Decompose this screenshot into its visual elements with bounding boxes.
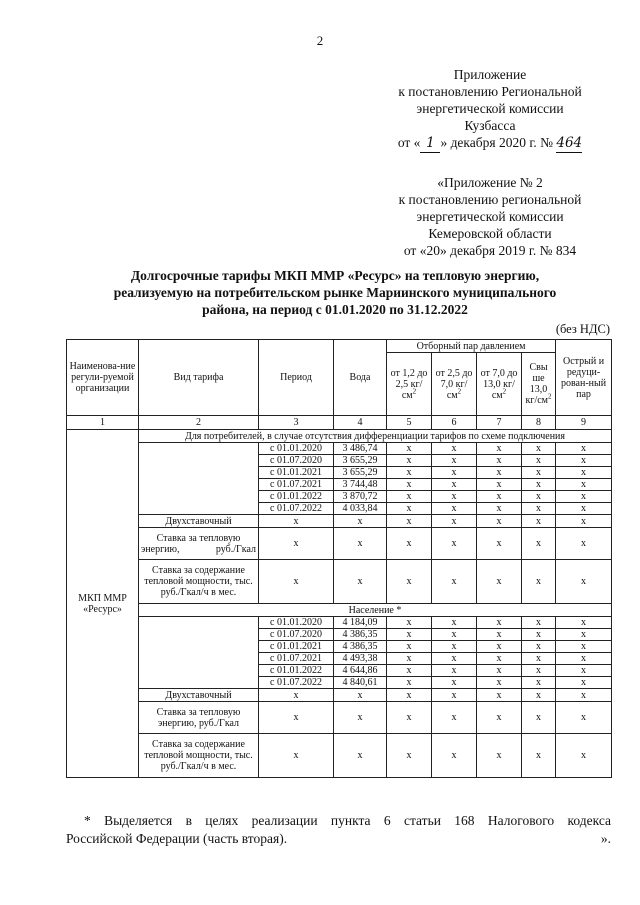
- cell-water: 3 486,74: [334, 443, 387, 455]
- cell-water: 3 744,48: [334, 479, 387, 491]
- table-body: [67, 430, 612, 778]
- cell-x: x: [522, 665, 556, 677]
- cell-x: x: [556, 702, 612, 734]
- document-title: [55, 267, 615, 318]
- cell-period: с 01.01.2021: [259, 467, 334, 479]
- cell-x: x: [522, 528, 556, 560]
- cell-x: x: [522, 467, 556, 479]
- footnote: [66, 812, 611, 848]
- cell-x: x: [522, 653, 556, 665]
- col-number: 6: [432, 416, 477, 430]
- header-org: Наименова-ние регули-руемой организации: [67, 340, 139, 416]
- empty-cell: [139, 617, 259, 689]
- cell-x: x: [432, 702, 477, 734]
- cell-x: x: [522, 503, 556, 515]
- header-sharp-steam: Острый и редуци-рован-ный пар: [556, 340, 612, 416]
- date-mid: » декабря 2020 г. №: [440, 135, 553, 150]
- cell-x: x: [556, 479, 612, 491]
- title-line: реализуемую на потребительском рынке Мариинского муниципального: [113, 285, 557, 300]
- cell-x: x: [477, 528, 522, 560]
- cell-x: x: [432, 515, 477, 528]
- cell-x: x: [432, 653, 477, 665]
- cell-x: x: [387, 734, 432, 778]
- cell-x: x: [556, 641, 612, 653]
- cell-water: 4 184,09: [334, 617, 387, 629]
- title-line: района, на период с 01.01.2020 по 31.12.2022: [202, 302, 468, 317]
- cell-x: x: [387, 467, 432, 479]
- header-tariff-type: Вид тарифа: [139, 340, 259, 416]
- cell-x: x: [477, 443, 522, 455]
- cell-x: x: [334, 515, 387, 528]
- rate-capacity-label: Ставка за содержание тепловой мощности, тыс. руб./Гкал/ч в мес.: [139, 560, 259, 604]
- cell-x: x: [556, 617, 612, 629]
- empty-cell: [139, 443, 259, 515]
- cell-x: x: [556, 467, 612, 479]
- cell-x: x: [522, 479, 556, 491]
- appendix-line: Приложение: [453, 67, 527, 82]
- cell-water: 4 840,61: [334, 677, 387, 689]
- col-number: 2: [139, 416, 259, 430]
- cell-water: 4 493,38: [334, 653, 387, 665]
- cell-x: x: [522, 560, 556, 604]
- cell-x: x: [432, 491, 477, 503]
- cell-x: x: [334, 734, 387, 778]
- appendix2-line: энергетической комиссии: [416, 209, 564, 224]
- cell-water: 4 644,86: [334, 665, 387, 677]
- cell-x: x: [387, 455, 432, 467]
- appendix-header: [380, 66, 600, 153]
- section-label: Для потребителей, в случае отсутствия дифференциации тарифов по схеме подключения: [139, 430, 612, 443]
- cell-x: x: [477, 629, 522, 641]
- cell-x: x: [259, 560, 334, 604]
- header-p2: от 2,5 до 7,0 $кг/см^2$: [432, 353, 477, 416]
- appendix-date-line: [380, 134, 600, 153]
- cell-x: x: [432, 528, 477, 560]
- cell-x: x: [432, 665, 477, 677]
- cell-period: с 01.07.2020: [259, 455, 334, 467]
- cell-period: с 01.07.2022: [259, 677, 334, 689]
- two-part-label: Двухставочный: [139, 689, 259, 702]
- cell-x: x: [432, 455, 477, 467]
- cell-x: x: [477, 479, 522, 491]
- cell-period: с 01.01.2020: [259, 443, 334, 455]
- cell-x: x: [387, 560, 432, 604]
- cell-x: x: [556, 503, 612, 515]
- appendix2-header: [380, 174, 600, 259]
- cell-period: с 01.07.2021: [259, 653, 334, 665]
- appendix-line: Кузбасса: [464, 118, 516, 133]
- cell-x: x: [387, 629, 432, 641]
- header-steam-group: Отборный пар давлением: [387, 340, 556, 353]
- cell-x: x: [259, 515, 334, 528]
- cell-x: x: [556, 455, 612, 467]
- cell-x: x: [522, 702, 556, 734]
- title-line: Долгосрочные тарифы МКП ММР «Ресурс» на тепловую энергию,: [130, 268, 540, 283]
- cell-x: x: [432, 689, 477, 702]
- cell-period: с 01.07.2021: [259, 479, 334, 491]
- cell-water: 3 870,72: [334, 491, 387, 503]
- header-p3: от 7,0 до 13,0 $кг/см^2$: [477, 353, 522, 416]
- appendix2-line: Кемеровской области: [428, 226, 552, 241]
- section-label: Население *: [139, 604, 612, 617]
- cell-x: x: [387, 689, 432, 702]
- cell-x: x: [259, 689, 334, 702]
- cell-x: x: [522, 617, 556, 629]
- cell-x: x: [522, 641, 556, 653]
- tariff-table: [66, 339, 612, 778]
- cell-period: с 01.01.2022: [259, 491, 334, 503]
- handwritten-day: 1: [420, 135, 440, 153]
- cell-x: x: [477, 491, 522, 503]
- cell-x: x: [556, 689, 612, 702]
- cell-x: x: [334, 689, 387, 702]
- cell-x: x: [387, 665, 432, 677]
- cell-x: x: [259, 734, 334, 778]
- cell-x: x: [387, 479, 432, 491]
- cell-x: x: [477, 617, 522, 629]
- cell-water: 4 033,84: [334, 503, 387, 515]
- appendix2-line: «Приложение № 2: [437, 175, 543, 190]
- cell-x: x: [432, 443, 477, 455]
- cell-x: x: [432, 734, 477, 778]
- cell-x: x: [432, 677, 477, 689]
- appendix-line: к постановлению Региональной: [398, 84, 582, 99]
- cell-x: x: [522, 734, 556, 778]
- cell-x: x: [556, 515, 612, 528]
- appendix2-line: от «20» декабря 2019 г. № 834: [403, 243, 577, 258]
- cell-x: x: [334, 560, 387, 604]
- cell-x: x: [556, 560, 612, 604]
- footnote-line1: * Выделяется в целях реализации пункта 6 статьи 168 Налогового кодекса: [84, 813, 611, 828]
- cell-period: с 01.07.2022: [259, 503, 334, 515]
- rate-energy-label: Ставка за тепловую энергию, руб./Гкал: [139, 702, 259, 734]
- cell-x: x: [556, 629, 612, 641]
- header-water: Вода: [334, 340, 387, 416]
- col-number: 4: [334, 416, 387, 430]
- cell-x: x: [477, 455, 522, 467]
- cell-x: x: [477, 560, 522, 604]
- cell-x: x: [556, 665, 612, 677]
- cell-x: x: [477, 503, 522, 515]
- cell-x: x: [259, 528, 334, 560]
- cell-period: с 01.01.2020: [259, 617, 334, 629]
- header-period: Период: [259, 340, 334, 416]
- cell-x: x: [522, 689, 556, 702]
- cell-x: x: [432, 617, 477, 629]
- header-p1: от 1,2 до 2,5 $кг/см^2$: [387, 353, 432, 416]
- cell-x: x: [477, 665, 522, 677]
- cell-x: x: [432, 467, 477, 479]
- cell-period: с 01.01.2022: [259, 665, 334, 677]
- cell-water: 3 655,29: [334, 467, 387, 479]
- cell-x: x: [522, 515, 556, 528]
- cell-x: x: [334, 702, 387, 734]
- cell-x: x: [387, 503, 432, 515]
- cell-x: x: [522, 491, 556, 503]
- cell-x: x: [477, 677, 522, 689]
- cell-x: x: [387, 641, 432, 653]
- cell-x: x: [432, 479, 477, 491]
- footnote-line2-wrap: [66, 830, 611, 848]
- cell-x: x: [259, 702, 334, 734]
- cell-x: x: [432, 629, 477, 641]
- cell-x: x: [387, 515, 432, 528]
- cell-x: x: [477, 689, 522, 702]
- cell-x: x: [387, 443, 432, 455]
- page-number: 2: [316, 33, 324, 48]
- cell-x: x: [387, 702, 432, 734]
- appendix2-line: к постановлению региональной: [398, 192, 582, 207]
- cell-x: x: [387, 617, 432, 629]
- footnote-line2: Российской Федерации (часть вторая).: [66, 831, 288, 846]
- rate-energy-label: Ставка за тепловую энергию, руб./Гкал: [139, 528, 259, 560]
- cell-water: 4 386,35: [334, 629, 387, 641]
- cell-x: x: [556, 491, 612, 503]
- cell-x: x: [477, 641, 522, 653]
- cell-x: x: [432, 641, 477, 653]
- cell-x: x: [432, 560, 477, 604]
- col-number: 3: [259, 416, 334, 430]
- cell-x: x: [556, 653, 612, 665]
- cell-period: с 01.01.2021: [259, 641, 334, 653]
- no-vat-note: (без НДС): [555, 322, 610, 336]
- cell-x: x: [556, 734, 612, 778]
- cell-x: x: [522, 677, 556, 689]
- cell-x: x: [387, 677, 432, 689]
- cell-x: x: [387, 528, 432, 560]
- cell-x: x: [556, 528, 612, 560]
- cell-x: x: [334, 528, 387, 560]
- col-number: 8: [522, 416, 556, 430]
- cell-period: с 01.07.2020: [259, 629, 334, 641]
- appendix-line: энергетической комиссии: [416, 101, 564, 116]
- cell-x: x: [387, 653, 432, 665]
- handwritten-number: 464: [556, 135, 583, 151]
- cell-x: x: [522, 443, 556, 455]
- cell-x: x: [556, 443, 612, 455]
- footnote-close: ».: [600, 831, 611, 846]
- cell-x: x: [477, 467, 522, 479]
- cell-water: 3 655,29: [334, 455, 387, 467]
- col-number: 7: [477, 416, 522, 430]
- col-number: 9: [556, 416, 612, 430]
- cell-x: x: [477, 515, 522, 528]
- cell-x: x: [477, 702, 522, 734]
- cell-x: x: [556, 677, 612, 689]
- cell-x: x: [477, 734, 522, 778]
- two-part-label: Двухставочный: [139, 515, 259, 528]
- org-name: МКП ММР «Ресурс»: [67, 430, 139, 778]
- col-number: 5: [387, 416, 432, 430]
- cell-x: x: [522, 455, 556, 467]
- col-number: 1: [67, 416, 139, 430]
- rate-capacity-label: Ставка за содержание тепловой мощности, тыс. руб./Гкал/ч в мес.: [139, 734, 259, 778]
- date-prefix: от «: [397, 135, 421, 150]
- cell-x: x: [432, 503, 477, 515]
- cell-water: 4 386,35: [334, 641, 387, 653]
- cell-x: x: [387, 491, 432, 503]
- cell-x: x: [477, 653, 522, 665]
- cell-x: x: [522, 629, 556, 641]
- header-p4: Свы ше 13,0 $кг/см^2$: [522, 353, 556, 416]
